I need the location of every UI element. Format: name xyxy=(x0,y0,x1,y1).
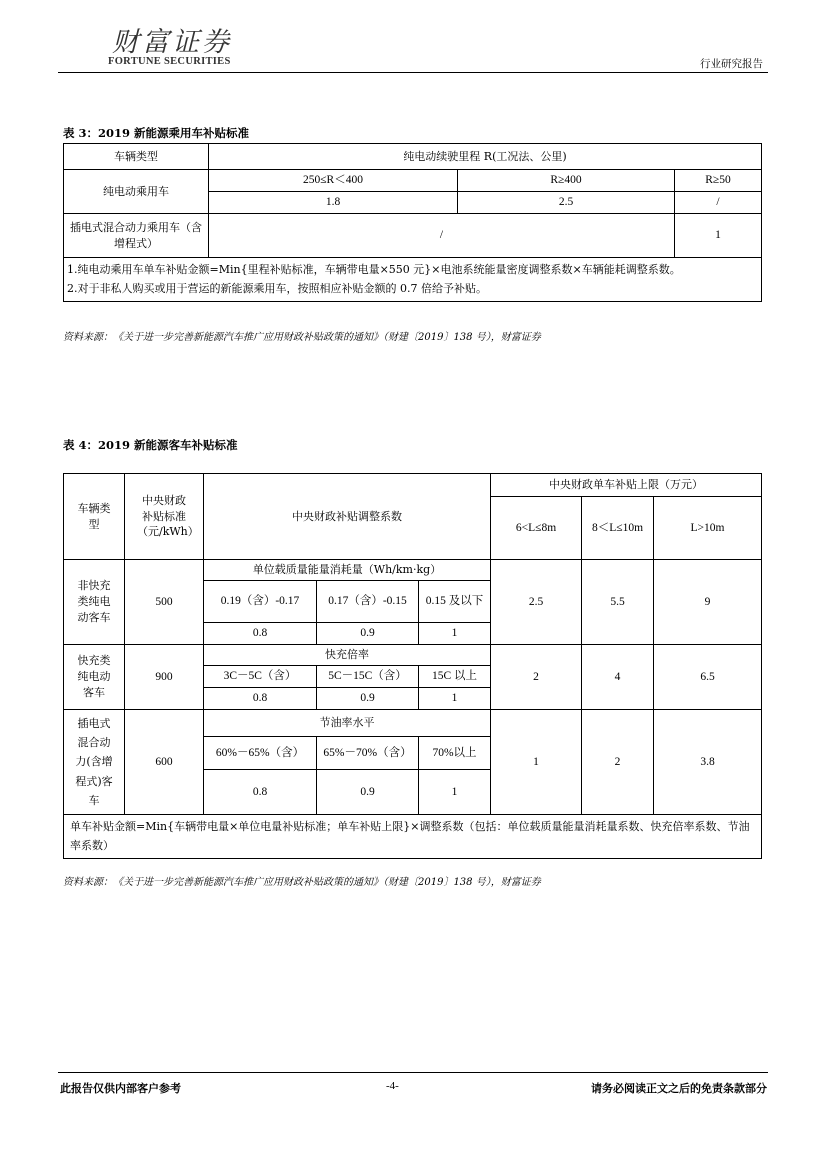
t4-row1-coef-1: 0.8 xyxy=(204,623,317,645)
t4-row1-type: 非快充类纯电动客车 xyxy=(64,560,125,645)
t4-row3-level-1: 60%－65%（含） xyxy=(204,737,317,770)
t3-bev-val-3: / xyxy=(675,192,762,214)
t3-note-2: 2.对于非私人购买或用于营运的新能源乘用车，按照相应补贴金额的 0.7 倍给予补贴。 xyxy=(67,282,487,296)
t4-row1-level-3: 0.15 及以下 xyxy=(419,581,491,623)
header-divider xyxy=(58,72,768,73)
t4-row2-cap-3: 6.5 xyxy=(654,645,762,710)
t3-header-vehicle-type: 车辆类型 xyxy=(64,144,209,170)
t3-phev-val-2: 1 xyxy=(675,214,762,258)
t4-row2-type: 快充类纯电动客车 xyxy=(64,645,125,710)
t4-note: 单车补贴金额=Min{车辆带电量×单位电量补贴标准；单车补贴上限}×调整系数（包括：单位载质量能量消耗量系数、快充倍率系数、节油率系数） xyxy=(64,815,762,859)
t4-header-cap: 中央财政单车补贴上限（万元） xyxy=(491,474,762,497)
t4-row2-cap-1: 2 xyxy=(491,645,582,710)
company-logo-en: FORTUNE SECURITIES xyxy=(108,56,231,67)
t3-phev-val-1: / xyxy=(209,214,675,258)
t4-row3-coef-1: 0.8 xyxy=(204,770,317,815)
t3-bev-val-2: 2.5 xyxy=(458,192,675,214)
t4-row1-coef-3: 1 xyxy=(419,623,491,645)
report-type-label: 行业研究报告 xyxy=(700,58,763,70)
t4-row3-level-3: 70%以上 xyxy=(419,737,491,770)
t4-row1-coef-2: 0.9 xyxy=(317,623,419,645)
t4-row1-cap-1: 2.5 xyxy=(491,560,582,645)
t4-row2-coef-2: 0.9 xyxy=(317,688,419,710)
table3 xyxy=(63,143,762,302)
t3-row-phev: 插电式混合动力乘用车（含增程式） xyxy=(64,214,209,258)
t4-row1-cap-3: 9 xyxy=(654,560,762,645)
t3-range-1: 250≤R＜400 xyxy=(209,170,458,192)
t4-row2-coef-3: 1 xyxy=(419,688,491,710)
t4-row3-coef-2: 0.9 xyxy=(317,770,419,815)
t4-row3-level-2: 65%－70%（含） xyxy=(317,737,419,770)
t4-source: 资料来源：《关于进一步完善新能源汽车推广应用财政补贴政策的通知》（财建〔2019〕138 号），财富证券 xyxy=(63,877,541,888)
t4-row1-level-2: 0.17（含）-0.15 xyxy=(317,581,419,623)
t4-row3-metric: 节油率水平 xyxy=(204,710,491,737)
t3-row-bev: 纯电动乘用车 xyxy=(64,170,209,214)
footer-disclaimer-right: 请务必阅读正文之后的免责条款部分 xyxy=(591,1082,767,1095)
footer-disclaimer-left: 此报告仅供内部客户参考 xyxy=(60,1082,181,1095)
t3-source: 资料来源：《关于进一步完善新能源汽车推广应用财政补贴政策的通知》（财建〔2019〕138 号），财富证券 xyxy=(63,332,541,343)
t4-row2-metric: 快充倍率 xyxy=(204,645,491,666)
company-logo-cn: 财富证券 xyxy=(112,27,232,58)
t4-row2-cap-2: 4 xyxy=(582,645,654,710)
t4-header-standard: 中央财政补贴标准（元/kWh） xyxy=(125,474,204,560)
t4-row3-coef-3: 1 xyxy=(419,770,491,815)
t4-header-coef: 中央财政补贴调整系数 xyxy=(204,474,491,560)
t3-range-3: R≥50 xyxy=(675,170,762,192)
t4-row3-standard: 600 xyxy=(125,710,204,815)
page-number: -4- xyxy=(386,1080,399,1092)
t4-row1-metric: 单位载质量能量消耗量（Wh/km·kg） xyxy=(204,560,491,581)
t4-row1-cap-2: 5.5 xyxy=(582,560,654,645)
table4 xyxy=(63,473,762,859)
t4-row2-coef-1: 0.8 xyxy=(204,688,317,710)
t3-range-2: R≥400 xyxy=(458,170,675,192)
t4-row2-level-3: 15C 以上 xyxy=(419,666,491,688)
t4-row3-type: 插电式混合动力(含增程式)客车 xyxy=(64,710,125,815)
table3-caption: 表 3：2019 新能源乘用车补贴标准 xyxy=(63,126,250,140)
t4-len-2: 8＜L≤10m xyxy=(582,497,654,560)
t4-row2-level-2: 5C－15C（含） xyxy=(317,666,419,688)
t3-header-range: 纯电动续驶里程 R(工况法、公里) xyxy=(209,144,762,170)
t4-header-vehicle-type: 车辆类型 xyxy=(64,474,125,560)
t4-row1-level-1: 0.19（含）-0.17 xyxy=(204,581,317,623)
t3-note-1: 1.纯电动乘用车单车补贴金额=Min{里程补贴标准，车辆带电量×550 元}×电池系统能量密度调整系数×车辆能耗调整系数。 xyxy=(67,263,681,276)
t4-row2-standard: 900 xyxy=(125,645,204,710)
t3-bev-val-1: 1.8 xyxy=(209,192,458,214)
t4-row3-cap-1: 1 xyxy=(491,710,582,815)
footer-divider xyxy=(58,1072,768,1073)
t4-row2-level-1: 3C－5C（含） xyxy=(204,666,317,688)
table4-caption: 表 4：2019 新能源客车补贴标准 xyxy=(63,438,238,452)
t4-row3-cap-3: 3.8 xyxy=(654,710,762,815)
t4-len-3: L>10m xyxy=(654,497,762,560)
t4-row3-cap-2: 2 xyxy=(582,710,654,815)
t4-len-1: 6<L≤8m xyxy=(491,497,582,560)
t4-row1-standard: 500 xyxy=(125,560,204,645)
